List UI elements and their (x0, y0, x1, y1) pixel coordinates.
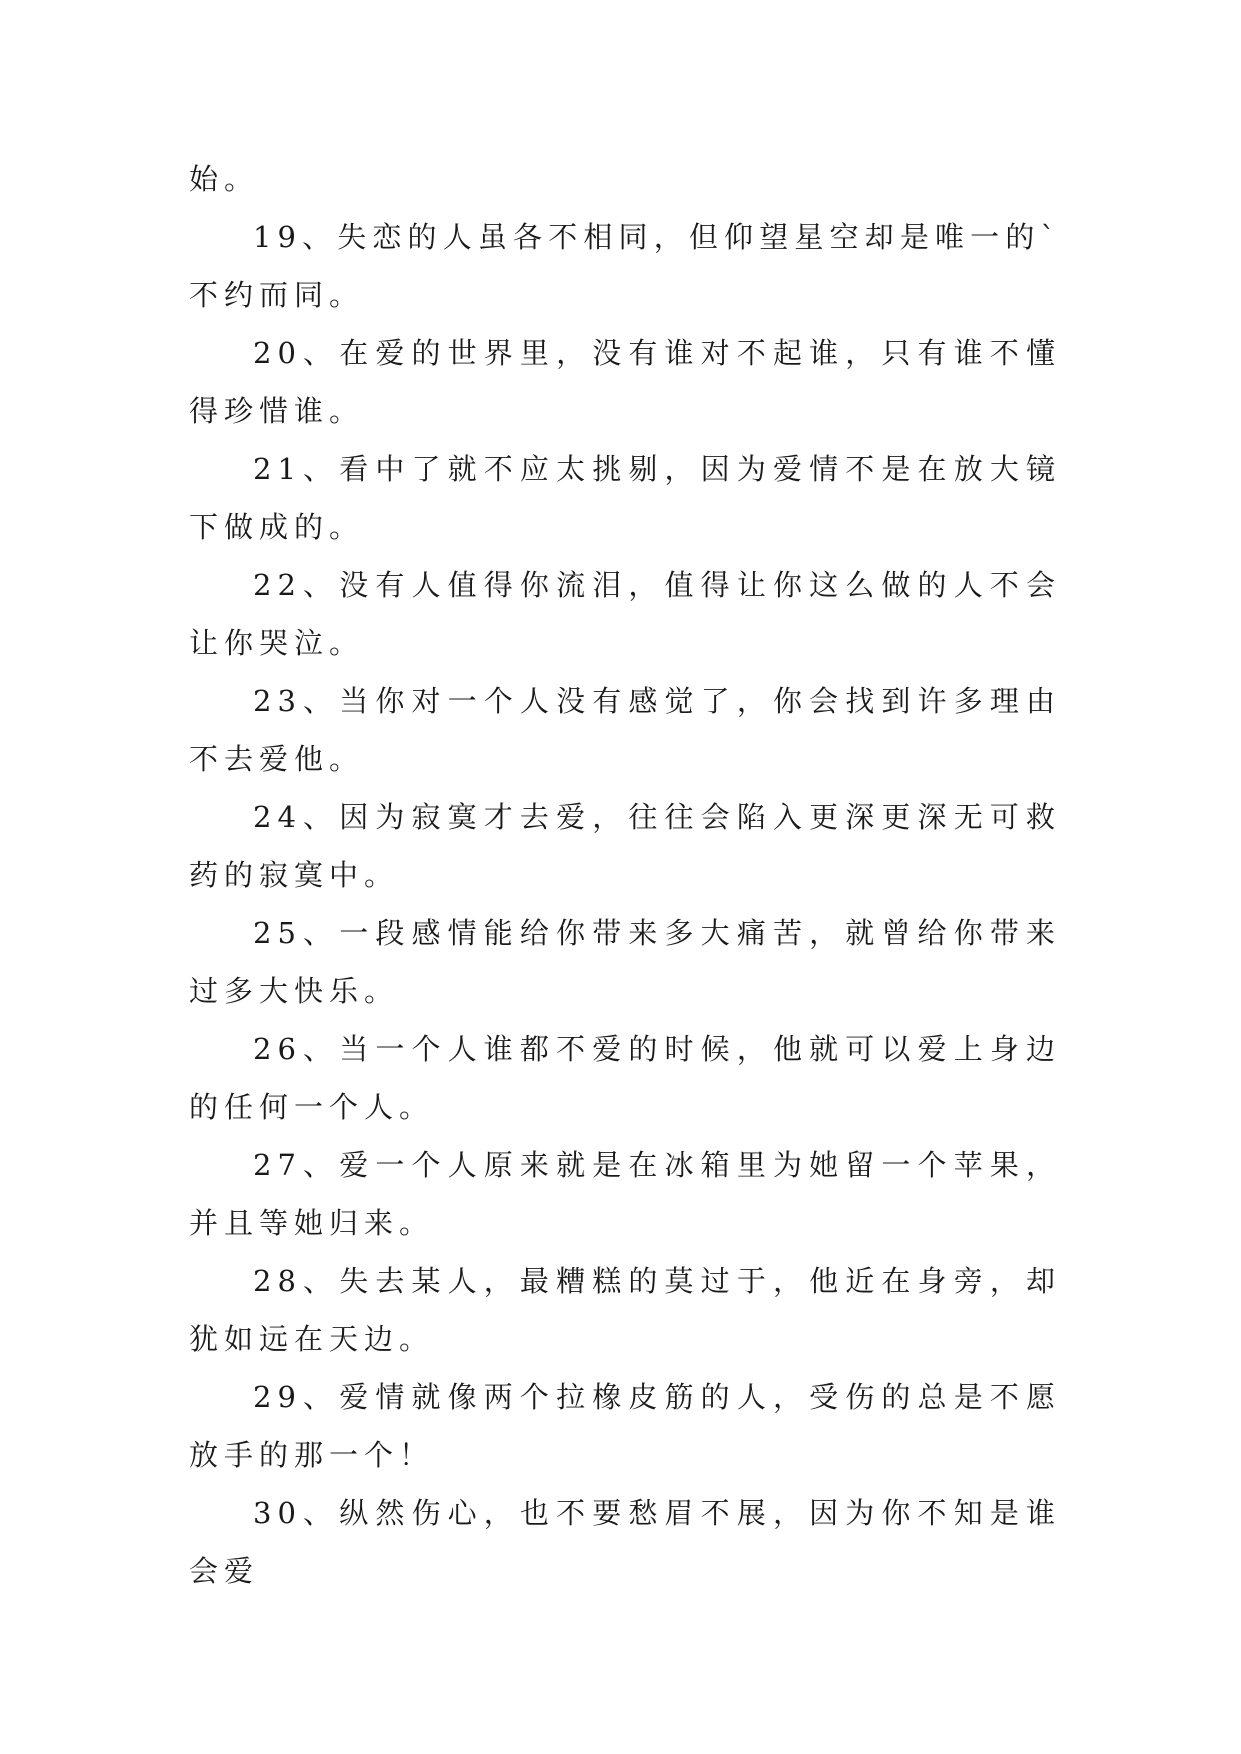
paragraph-25: 25、一段感情能给你带来多大痛苦，就曾给你带来过多大快乐。 (189, 916, 1061, 1008)
paragraph-30: 30、纵然伤心，也不要愁眉不展，因为你不知是谁会爱 (189, 1496, 1061, 1588)
paragraph-28: 28、失去某人，最糟糕的莫过于，他近在身旁，却犹如远在天边。 (189, 1264, 1061, 1356)
paragraph-21: 21、看中了就不应太挑剔，因为爱情不是在放大镜下做成的。 (189, 452, 1061, 544)
paragraph-19: 19、失恋的人虽各不相同，但仰望星空却是唯一的`不约而同。 (189, 220, 1061, 312)
paragraph-29: 29、爱情就像两个拉橡皮筋的人，受伤的总是不愿放手的那一个！ (189, 1380, 1061, 1472)
paragraph-20: 20、在爱的世界里，没有谁对不起谁，只有谁不懂得珍惜谁。 (189, 336, 1061, 428)
continuation-paragraph: 始。 (189, 162, 260, 196)
paragraph-26: 26、当一个人谁都不爱的时候，他就可以爱上身边的任何一个人。 (189, 1032, 1061, 1124)
paragraph-27: 27、爱一个人原来就是在冰箱里为她留一个苹果，并且等她归来。 (189, 1148, 1061, 1240)
document-page (189, 150, 1061, 1600)
paragraph-24: 24、因为寂寞才去爱，往往会陷入更深更深无可救药的寂寞中。 (189, 800, 1061, 892)
paragraph-23: 23、当你对一个人没有感觉了，你会找到许多理由不去爱他。 (189, 684, 1061, 776)
paragraph-22: 22、没有人值得你流泪，值得让你这么做的人不会让你哭泣。 (189, 568, 1061, 660)
